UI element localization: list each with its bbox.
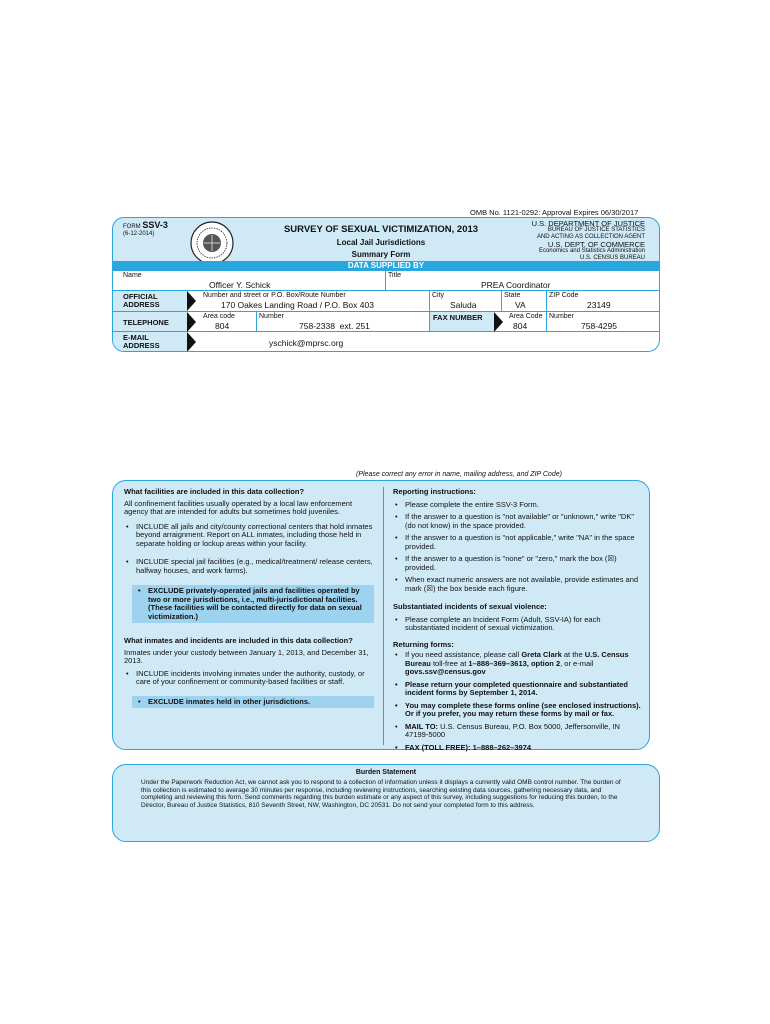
online-option-item: • You may complete these forms online (see enclosed instructions). Or if you prefer, you may return these forms by mail or fax. — [393, 702, 643, 719]
agency-line-6: U.S. CENSUS BUREAU — [579, 255, 645, 261]
instruction-none: • If the answer to a question is "none" or "zero," mark the box (☒) provided. — [393, 555, 643, 572]
inmates-description: Inmates under your custody between January 1, 2013, and December 31, 2013. — [124, 647, 369, 665]
census-bureau: U.S. Census Bureau — [405, 650, 629, 668]
form-number: SSV-3 — [142, 220, 168, 230]
left-column — [124, 488, 374, 708]
title-field[interactable]: PREA Coordinator — [481, 280, 551, 290]
assistance-phone[interactable]: 1–888–369–3613, option 2 — [468, 658, 561, 668]
area-code-label: Area code — [203, 313, 235, 320]
doj-seal-icon — [189, 220, 235, 266]
instruction-dk: • If the answer to a question is "not available" or "unknown," write "DK" (do not know) in the space provided. — [393, 513, 643, 530]
instruction-complete: • Please complete the entire SSV-3 Form. — [393, 501, 643, 510]
address-arrow-icon — [187, 291, 196, 311]
address-row — [113, 291, 659, 312]
substantiated-heading: Substantiated incidents of sexual violence: — [393, 602, 547, 611]
title-line-3: Summary Form — [351, 250, 411, 259]
email-field[interactable]: yschick@mprsc.org — [269, 338, 344, 348]
name-label: Name — [123, 272, 142, 279]
fax-area-code-field[interactable]: 804 — [513, 321, 528, 331]
city-field[interactable]: Saluda — [450, 300, 477, 310]
agency-line-4: U.S. DEPT. OF COMMERCE — [547, 240, 645, 249]
burden-text: Under the Paperwork Reduction Act, we cannot ask you to respond to a collection of information unless it displays a currently valid OMB control number. The burden of this collection is estimated to average 30 minutes per response, including reviewing instructions, searching existing data sources, gathering necessary data, and completing and reviewing this form. Send comments regarding this burden estimate or any aspect of this survey, including suggestions for reducing this burden, to the Director, Bureau of Justice Statistics, 810 Seventh Street, NW, Washington, DC 20531. Do not send your completed form to this address. — [141, 779, 621, 809]
fax-number-field[interactable]: 758-4295 — [581, 321, 617, 331]
returning-forms-heading: Returning forms: — [393, 639, 454, 649]
zip-label: ZIP Code — [549, 292, 579, 299]
assistance-item — [393, 651, 643, 677]
title-line-1: SURVEY OF SEXUAL VICTIMIZATION, 2013 — [283, 224, 479, 235]
telephone-side-label: TELEPHONE — [113, 312, 187, 331]
city-label: City — [432, 292, 445, 299]
email-text: , or e-mail — [560, 658, 594, 668]
exclude-other-item: • EXCLUDE inmates held in other jurisdictions. — [136, 698, 370, 707]
form-id — [123, 222, 168, 238]
correction-note: (Please correct any error in name, mailing address, and ZIP Code) — [356, 471, 562, 478]
exclude-private-highlight — [132, 585, 374, 623]
exclude-private-item: • EXCLUDE privately-operated jails and facilities operated by two or more jurisdictions, i.e., multi-jurisdictional facilities. (These facilities will be contacted directly for data on sexual victimization.) — [136, 587, 370, 621]
mail-address: U.S. Census Bureau, P.O. Box 5000, Jeffersonville, IN 47199-5000 — [405, 721, 620, 739]
fax-number-label: Number — [549, 313, 574, 320]
reporting-instructions-heading: Reporting instructions: — [393, 487, 476, 496]
instruction-incident-form: • Please complete an Incident Form (Adult, SSV-IA) for each substantiated incident of sexual victimization. — [393, 616, 643, 633]
assistance-email-link[interactable]: govs.ssv@census.gov — [405, 667, 486, 676]
include-special-item: • INCLUDE special jail facilities (e.g., medical/treatment/ release centers, halfway houses, and work farms). — [124, 558, 374, 575]
phone-number-field[interactable]: 758-2338 ext. 251 — [299, 321, 370, 331]
state-field[interactable]: VA — [515, 300, 526, 310]
facilities-description: All confinement facilities usually operated by a local law enforcement agency that are intended for adults but sometimes hold juveniles. — [124, 498, 353, 516]
email-side-label: E-MAIL ADDRESS — [113, 332, 187, 352]
contact-name: Greta Clark — [521, 650, 562, 659]
title-label: Title — [388, 272, 401, 279]
agency-block — [532, 220, 645, 262]
column-divider — [383, 487, 384, 745]
agency-line-1: U.S. DEPARTMENT OF JUSTICE — [531, 219, 645, 228]
area-code-field[interactable]: 804 — [215, 321, 230, 331]
name-row — [113, 271, 659, 291]
include-jails-item: • INCLUDE all jails and city/county correctional centers that hold inmates beyond arraignment. Report on ALL inmates, including those held in separate holding or lockup areas within your facility. — [124, 523, 374, 549]
burden-statement-panel — [112, 764, 660, 842]
form-title — [263, 224, 499, 259]
toll-free-text: toll-free at — [432, 658, 467, 668]
right-column — [393, 488, 643, 752]
mail-to-label: MAIL TO: — [405, 721, 439, 731]
street-label: Number and street or P.O. Box/Route Number — [203, 292, 346, 299]
name-field[interactable]: Officer Y. Schick — [209, 280, 271, 290]
question-facilities: What facilities are included in this data collection? — [124, 487, 305, 496]
form-date: (6-12-2014) — [123, 231, 155, 237]
fax-arrow-icon — [494, 312, 503, 332]
data-supplied-bar: DATA SUPPLIED BY — [113, 261, 659, 271]
question-inmates: What inmates and incidents are included in this data collection? — [124, 636, 353, 645]
return-deadline-item: • Please return your completed questionnaire and substantiated incident forms by September 1, 2014. — [393, 681, 643, 698]
agency-line-2: BUREAU OF JUSTICE STATISTICS — [547, 227, 645, 233]
assistance-text: If you need assistance, please call — [405, 650, 520, 659]
omb-number: OMB No. 1121-0292: Approval Expires 06/30/2017 — [470, 208, 639, 217]
fax-area-code-label: Area Code — [509, 313, 543, 320]
mail-to-item — [393, 723, 643, 740]
zip-field[interactable]: 23149 — [587, 300, 611, 310]
respondent-info-panel — [112, 217, 660, 352]
agency-line-3: AND ACTING AS COLLECTION AGENT — [536, 234, 645, 240]
address-side-label: OFFICIAL ADDRESS — [113, 291, 187, 311]
telephone-row — [113, 312, 659, 332]
instruction-na: • If the answer to a question is "not applicable," write "NA" in the space provided. — [393, 534, 643, 551]
agency-line-5: Economics and Statistics Administration — [538, 248, 645, 254]
burden-title: Burden Statement — [355, 769, 417, 776]
instruction-estimates: • When exact numeric answers are not available, provide estimates and mark (☒) the box beside each figure. — [393, 576, 643, 593]
email-row — [113, 332, 659, 352]
phone-number-label: Number — [259, 313, 284, 320]
fax-toll-free-item: • FAX (TOLL FREE): 1–888–262–3974 — [393, 744, 643, 753]
state-label: State — [504, 292, 521, 299]
telephone-arrow-icon — [187, 312, 196, 332]
street-field[interactable]: 170 Oakes Landing Road / P.O. Box 403 — [221, 300, 374, 310]
assistance-at: at the — [563, 650, 583, 659]
email-arrow-icon — [187, 332, 196, 352]
include-incidents-item: • INCLUDE incidents involving inmates under the authority, custody, or care of your confinement or community-based facilities or staff. — [124, 670, 374, 687]
form-prefix: FORM — [123, 224, 141, 230]
exclude-other-highlight — [132, 696, 374, 709]
title-line-2: Local Jail Jurisdictions — [336, 238, 426, 247]
fax-side-label: FAX NUMBER — [430, 312, 494, 331]
